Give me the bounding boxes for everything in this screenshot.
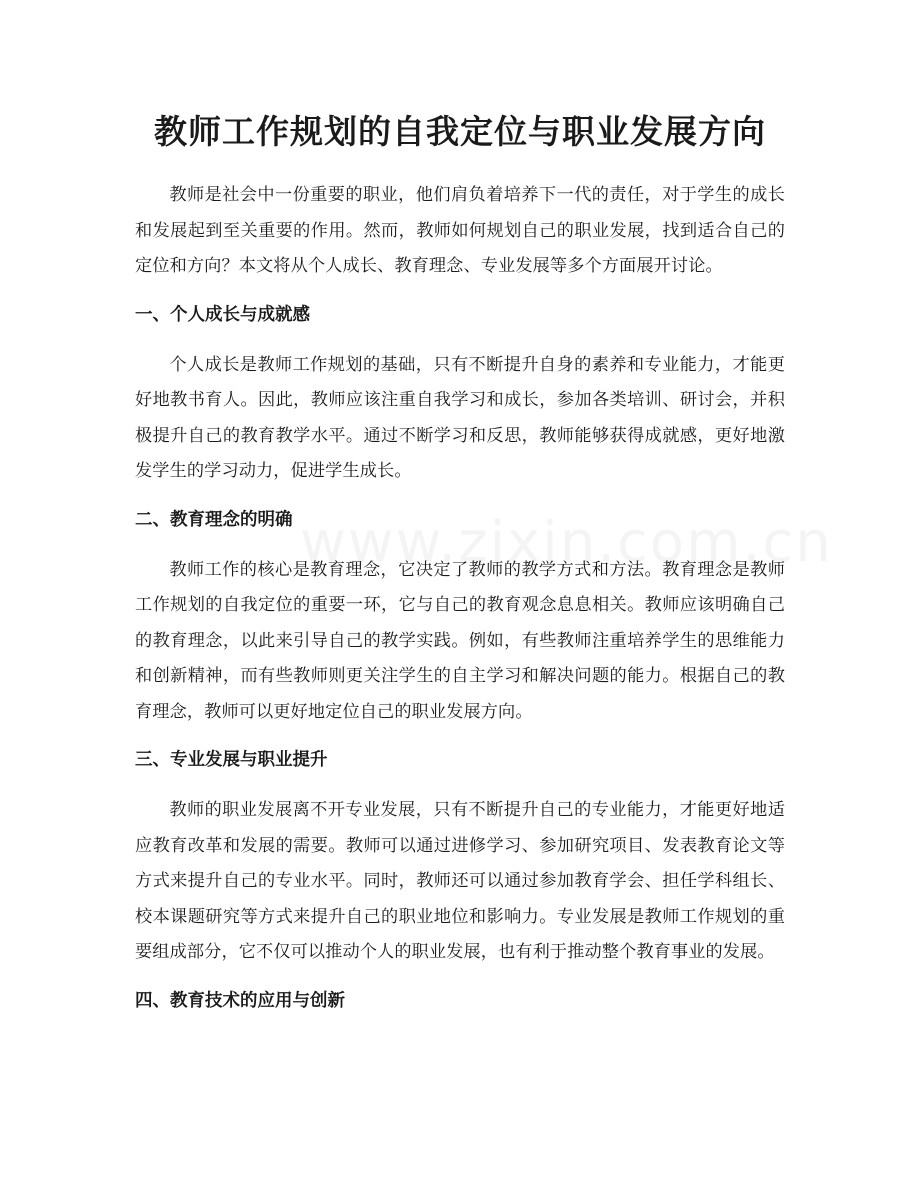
document-body (135, 178, 785, 1034)
section-2-heading: 二、教育理念的明确 (135, 509, 293, 530)
section-1-paragraph: 个人成长是教师工作规划的基础，只有不断提升自身的素养和专业能力，才能更好地教书育人。因此，教师应该注重自我学习和成长，参加各类培训、研讨会，并积极提升自己的教育教学水平。通过不断学习和反思，教师能够获得成就感，更好地激发学生的学习动力，促进学生成长。 (135, 354, 785, 481)
section-4-heading: 四、教育技术的应用与创新 (135, 990, 345, 1011)
section-3-paragraph: 教师的职业发展离不开专业发展，只有不断提升自己的专业能力，才能更好地适应教育改革和发展的需要。教师可以通过进修学习、参加研究项目、发表教育论文等方式来提升自己的专业水平。同时，教师还可以通过参加教育学会、担任学科组长、校本课题研究等方式来提升自己的职业地位和影响力。专业发展是教师工作规划的重要组成部分，它不仅可以推动个人的职业发展，也有利于推动整个教育事业的发展。 (135, 800, 785, 962)
section-3-heading: 三、专业发展与职业提升 (135, 750, 328, 770)
document-title: 教师工作规划的自我定位与职业发展方向 (154, 112, 766, 151)
section-2-paragraph: 教师工作的核心是教育理念，它决定了教师的教学方式和方法。教育理念是教师工作规划的自我定位的重要一环，它与自己的教育观念息息相关。教师应该明确自己的教育理念，以此来引导自己的教学实践。例如，有些教师注重培养学生的思维能力和创新精神，而有些教师则更关注学生的自主学习和解决问题的能力。根据自己的教育理念，教师可以更好地定位自己的职业发展方向。 (135, 559, 785, 722)
intro-paragraph: 教师是社会中一份重要的职业，他们肩负着培养下一代的责任，对于学生的成长和发展起到至关重要的作用。然而，教师如何规划自己的职业发展，找到适合自己的定位和方向？本文将从个人成长、教育理念、专业发展等多个方面展开讨论。 (135, 185, 785, 276)
section-1-heading: 一、个人成长与成就感 (135, 304, 310, 325)
